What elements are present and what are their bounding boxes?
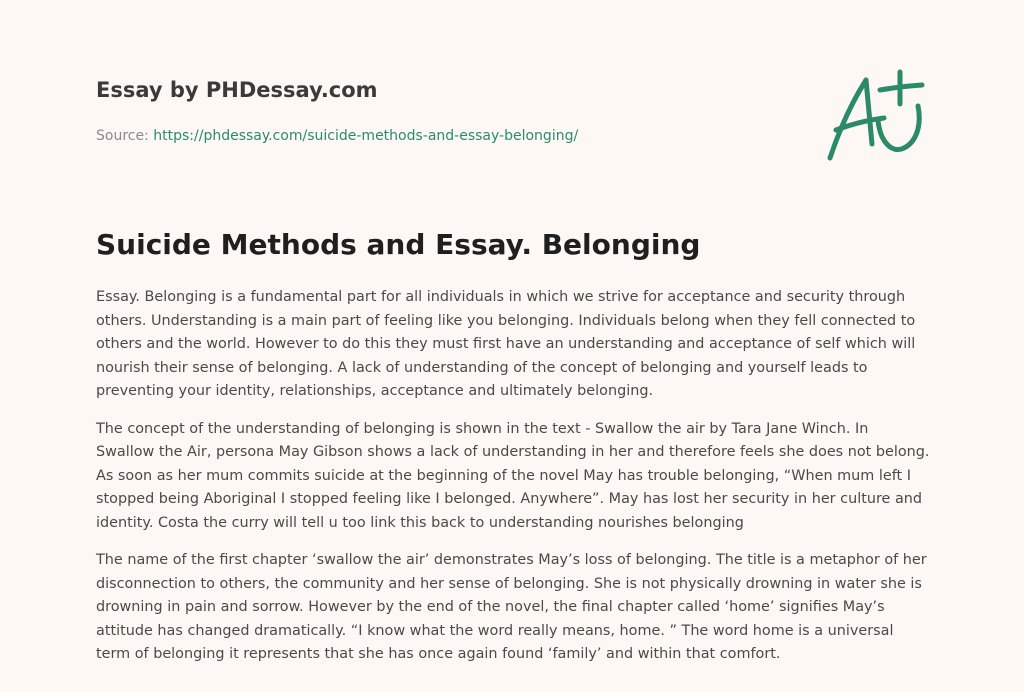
source-line [96,126,796,146]
essay-paragraph-3: The name of the first chapter ‘swallow the air’ demonstrates May’s loss of belonging. The title is a metaphor of her disconnection to others, the community and her sense of belonging. She is not physically drowning in water she is drowning in pain and sorrow. However by the end of the novel, the final chapter called ‘home’ signifies May’s attitude has changed dramatically. “I know what the word really means, home. ” The word home is a universal term of belonging it represents that she has once again found ‘family’ and within that comfort. [96,552,927,662]
header [96,76,796,146]
essay-title: Suicide Methods and Essay. Belonging [96,228,701,261]
source-label: Source: [96,128,149,144]
essay-body [96,286,930,681]
source-link[interactable]: https://phdessay.com/suicide-methods-and-essay-belonging/ [153,128,579,144]
essay-paragraph-1: Essay. Belonging is a fundamental part for all individuals in which we strive for acceptance and security through others. Understanding is a main part of feeling like you belonging. Individuals belong when they fell connected to others and the world. However to do this they must first have an understanding and acceptance of self which will nourish their sense of belonging. A lack of understanding of the concept of belonging and yourself leads to preventing your identity, relationships, acceptance and ultimately belonging. [96,289,916,399]
a-plus-logo-icon [822,66,932,166]
essay-paragraph-2: The concept of the understanding of belonging is shown in the text - Swallow the air by Tara Jane Winch. In Swallow the Air, persona May Gibson shows a lack of understanding in her and therefore feels she does not belong. As soon as her mum commits suicide at the beginning of the novel May has trouble belonging, “When mum left I stopped being Aboriginal I stopped feeling like I belonged. Anywhere”. May has lost her security in her culture and identity. Costa the curry will tell u too link this back to understanding nourishes belonging [96,420,930,531]
site-brand: Essay by PHDessay.com [96,78,378,102]
